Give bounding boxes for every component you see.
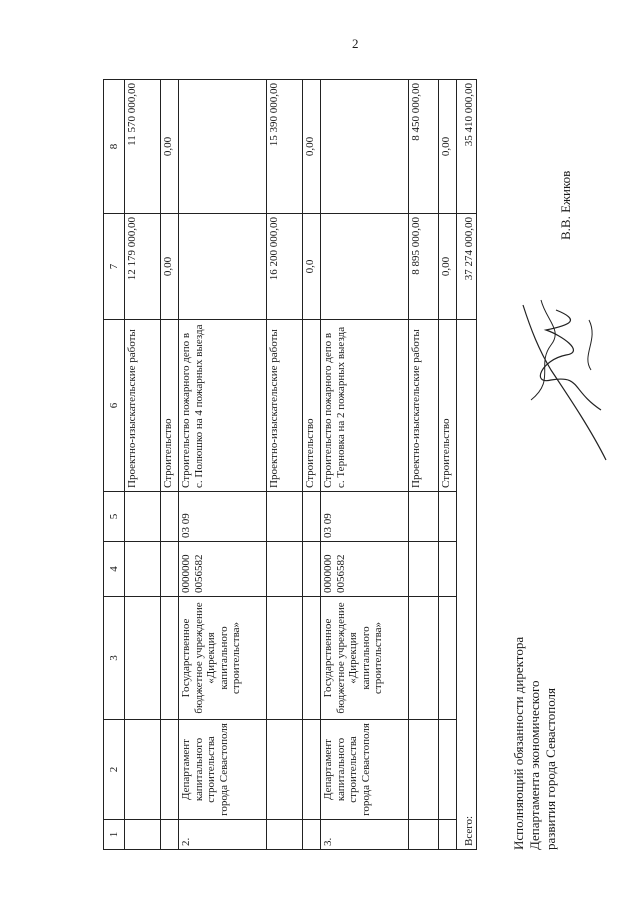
total-row	[457, 80, 477, 850]
amount-col8: 0,00	[161, 80, 179, 214]
signatory-name: В.В. Ежиков	[558, 170, 573, 240]
amount-col7: 8 895 000,00	[409, 214, 439, 320]
department-cell	[439, 720, 457, 820]
amount-col8: 15 390 000,00	[267, 80, 303, 214]
table-row	[409, 80, 439, 850]
section-cell	[409, 492, 439, 542]
budget-table	[103, 79, 477, 850]
row-number	[125, 820, 161, 850]
table-row	[125, 80, 161, 850]
row-number	[409, 820, 439, 850]
code-cell	[409, 542, 439, 597]
institution-cell	[409, 597, 439, 720]
amount-col7	[321, 214, 409, 320]
amount-col8	[321, 80, 409, 214]
row-number	[267, 820, 303, 850]
header-cell: 4	[104, 542, 125, 597]
row-number: 2.	[179, 820, 267, 850]
row-number	[439, 820, 457, 850]
table-row	[179, 80, 267, 850]
total-col7: 37 274 000,00	[457, 214, 477, 320]
amount-col7: 0,00	[439, 214, 457, 320]
signatory-position	[511, 520, 559, 850]
header-cell: 7	[104, 214, 125, 320]
work-type: Проектно-изыскательские работы	[125, 320, 161, 492]
department-cell	[125, 720, 161, 820]
position-line: Исполняющий обязанности директора	[511, 636, 526, 850]
section-cell	[161, 492, 179, 542]
work-type: Строительство	[303, 320, 321, 492]
rotated-content	[103, 80, 573, 850]
section-cell	[439, 492, 457, 542]
table-row	[161, 80, 179, 850]
work-type: Строительство	[439, 320, 457, 492]
section-cell: 03 09	[179, 492, 267, 542]
total-col8: 35 410 000,00	[457, 80, 477, 214]
institution-cell: Государственное бюджетное учреждение «Дирекция капитального строительства»	[179, 597, 267, 720]
row-number	[303, 820, 321, 850]
page-number: 2	[352, 36, 359, 51]
row-number	[161, 820, 179, 850]
section-cell: 03 09	[321, 492, 409, 542]
department-cell	[409, 720, 439, 820]
code-cell: 0000000 0056582	[179, 542, 267, 597]
amount-col8: 11 570 000,00	[125, 80, 161, 214]
section-cell	[303, 492, 321, 542]
amount-col8: 0,00	[439, 80, 457, 214]
section-cell	[267, 492, 303, 542]
institution-cell	[439, 597, 457, 720]
work-type: Проектно-изыскательские работы	[267, 320, 303, 492]
institution-cell	[125, 597, 161, 720]
work-type: Строительство	[161, 320, 179, 492]
amount-col7: 0,00	[161, 214, 179, 320]
table-row	[321, 80, 409, 850]
header-cell: 1	[104, 820, 125, 850]
total-label: Всего:	[457, 320, 477, 850]
project-name: Строительство пожарного депо в с. Терновка на 2 пожарных выезда	[321, 320, 409, 492]
code-cell	[161, 542, 179, 597]
amount-col7: 0,0	[303, 214, 321, 320]
section-cell	[125, 492, 161, 542]
department-cell: Департамент капитального строительства города Севастополя	[179, 720, 267, 820]
code-cell	[267, 542, 303, 597]
work-type: Проектно-изыскательские работы	[409, 320, 439, 492]
header-cell: 5	[104, 492, 125, 542]
position-line: Департамента экономического	[527, 680, 542, 850]
institution-cell: Государственное бюджетное учреждение «Дирекция капитального строительства»	[321, 597, 409, 720]
table-row	[439, 80, 457, 850]
amount-col7: 12 179 000,00	[125, 214, 161, 320]
amount-col7: 16 200 000,00	[267, 214, 303, 320]
amount-col8: 8 450 000,00	[409, 80, 439, 214]
department-cell	[303, 720, 321, 820]
header-row	[104, 80, 125, 850]
code-cell	[303, 542, 321, 597]
amount-col7	[179, 214, 267, 320]
institution-cell	[161, 597, 179, 720]
position-line: развития города Севастополя	[543, 687, 558, 850]
table-row	[303, 80, 321, 850]
row-number: 3.	[321, 820, 409, 850]
code-cell	[439, 542, 457, 597]
institution-cell	[303, 597, 321, 720]
header-cell: 6	[104, 320, 125, 492]
department-cell	[267, 720, 303, 820]
code-cell	[125, 542, 161, 597]
amount-col8: 0,00	[303, 80, 321, 214]
handwritten-signature	[511, 270, 630, 470]
department-cell: Департамент капитального строительства города Севастополя	[321, 720, 409, 820]
code-cell: 0000000 0056582	[321, 542, 409, 597]
table-row	[267, 80, 303, 850]
project-name: Строительство пожарного депо в с. Полюшко на 4 пожарных выезда	[179, 320, 267, 492]
institution-cell	[267, 597, 303, 720]
header-cell: 3	[104, 597, 125, 720]
header-cell: 2	[104, 720, 125, 820]
department-cell	[161, 720, 179, 820]
amount-col8	[179, 80, 267, 214]
header-cell: 8	[104, 80, 125, 214]
